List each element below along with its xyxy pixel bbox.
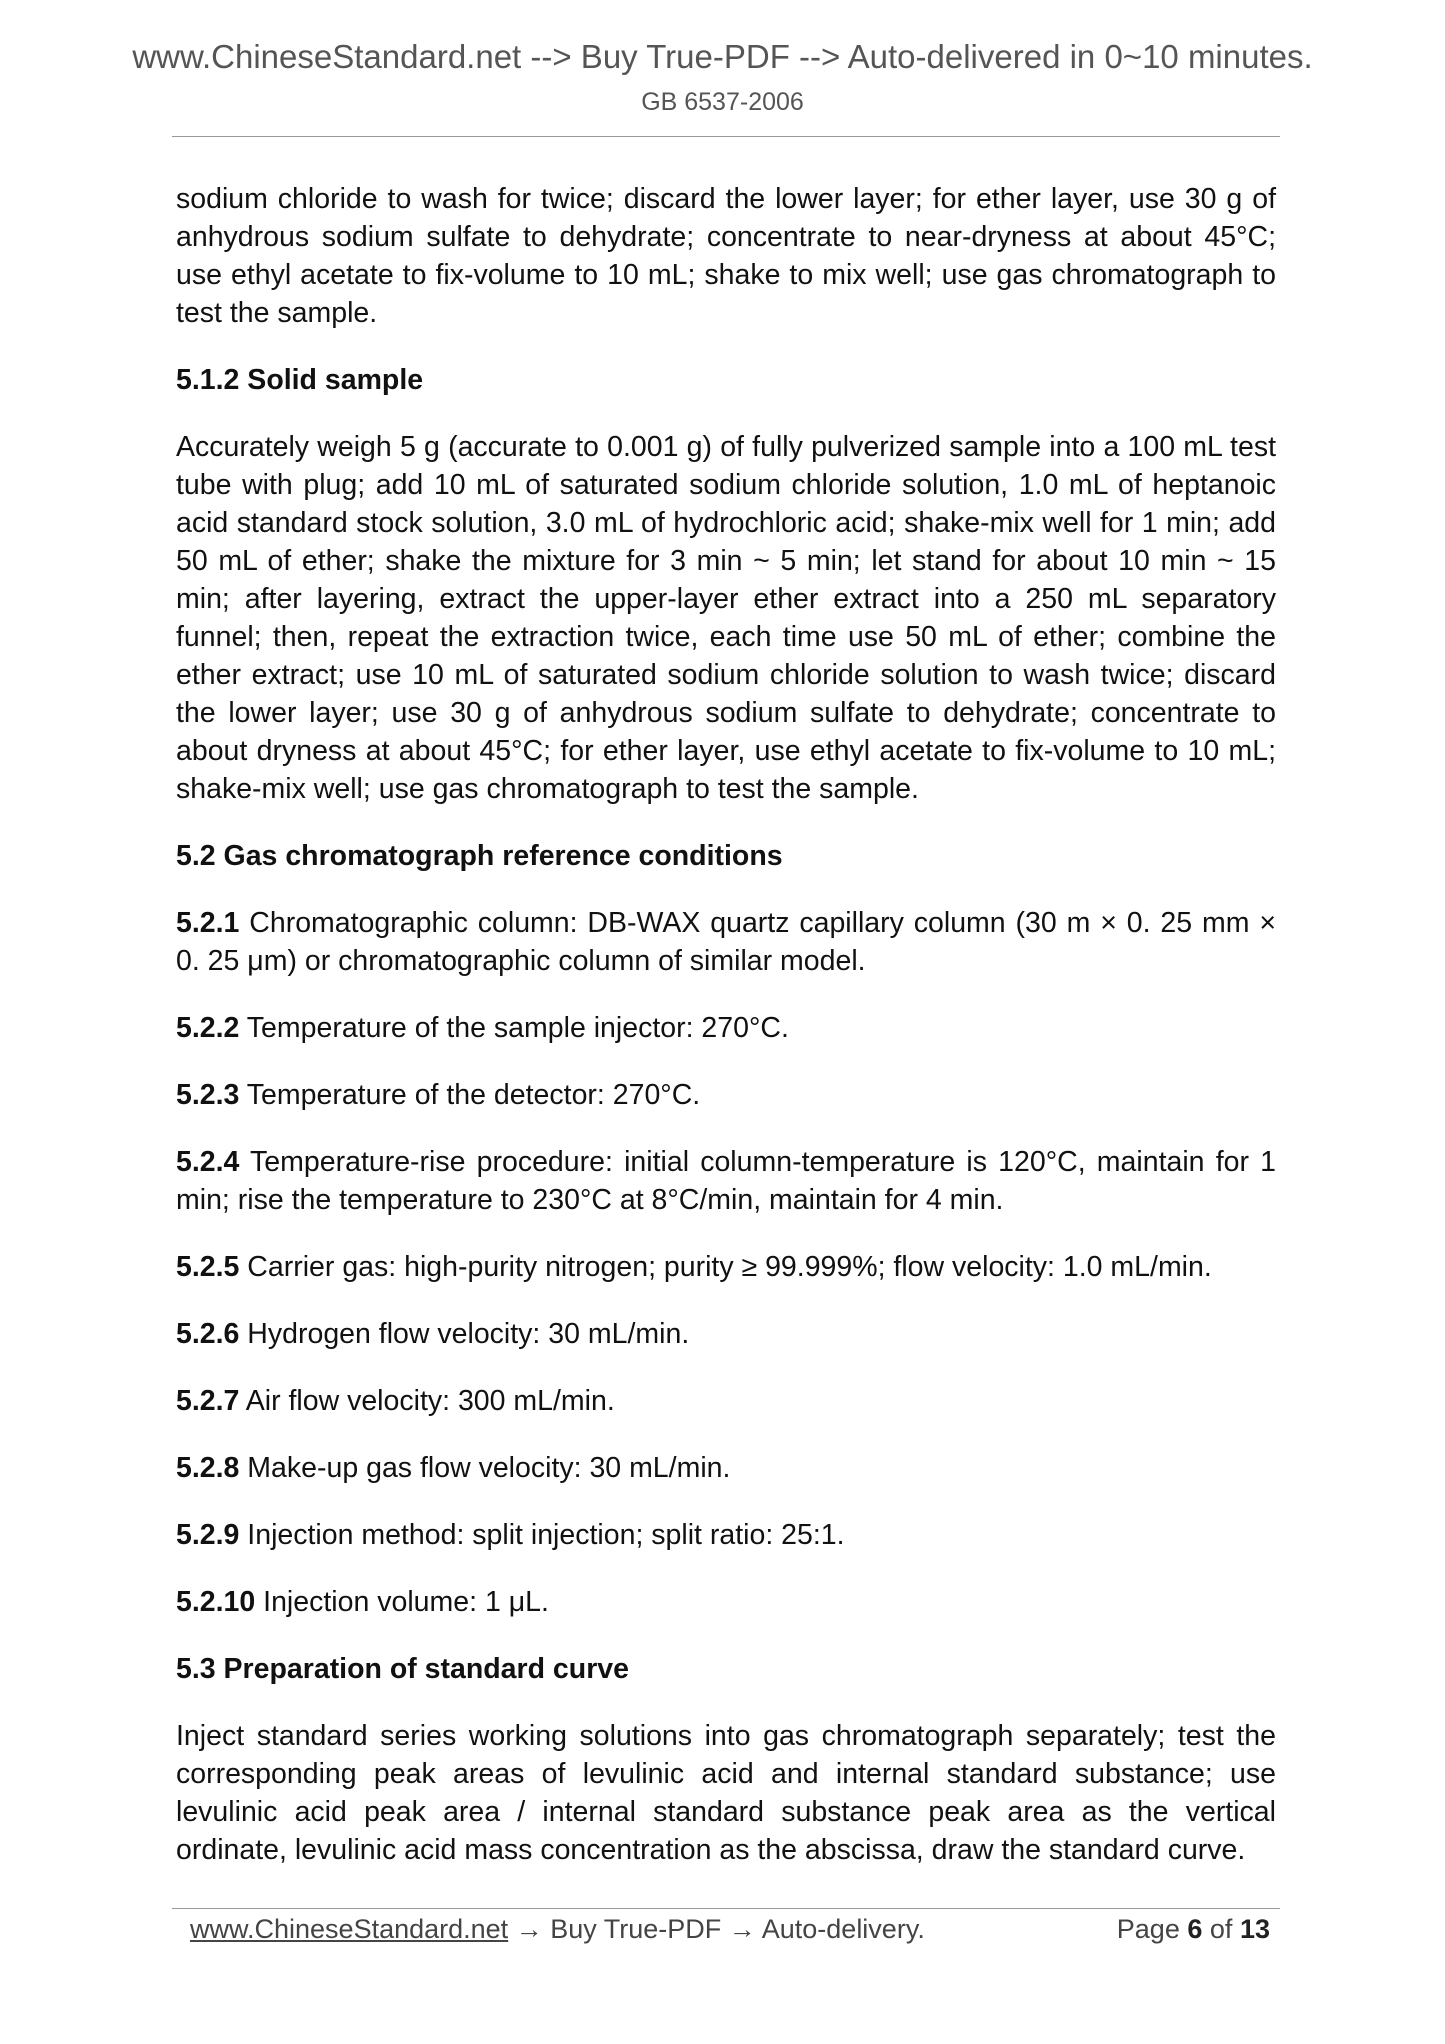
clause-text: Hydrogen flow velocity: 30 mL/min. <box>239 1318 690 1350</box>
clause-text: Temperature of the detector: 270°C. <box>239 1079 701 1111</box>
clause-number: 5.2.7 <box>176 1385 240 1417</box>
heading-5-3: 5.3 Preparation of standard curve <box>176 1653 629 1685</box>
clause-text: Make-up gas flow velocity: 30 mL/min. <box>239 1452 731 1484</box>
clause-5-2-1 <box>176 904 1276 980</box>
heading-5-2: 5.2 Gas chromatograph reference conditions <box>176 840 783 872</box>
clause-text: Air flow velocity: 300 mL/min. <box>239 1385 615 1417</box>
page-label: Page <box>1116 1914 1180 1944</box>
clause-number: 5.2.1 <box>176 907 240 939</box>
clause-5-2-10 <box>176 1583 1276 1621</box>
clause-number: 5.2.6 <box>176 1318 240 1350</box>
page-content <box>176 180 1276 1898</box>
clause-text: Chromatographic column: DB-WAX quartz capillary column (30 m × 0. 25 mm × 0. 25 μm) or chromatographic column of similar model. <box>176 907 1276 977</box>
page-total: 13 <box>1239 1914 1270 1944</box>
header-banner: www.ChineseStandard.net --> Buy True-PDF --> Auto-delivered in 0~10 minutes. <box>132 38 1313 75</box>
clause-text: Injection method: split injection; split ratio: 25:1. <box>239 1519 845 1551</box>
heading-5-1-2: 5.1.2 Solid sample <box>176 364 424 396</box>
page-indicator <box>1117 1914 1270 1945</box>
clause-5-2-2 <box>176 1009 1276 1047</box>
footer-delivery-text: → Buy True-PDF → Auto-delivery. <box>508 1914 925 1944</box>
paragraph-5-1-2: Accurately weigh 5 g (accurate to 0.001 g) of fully pulverized sample into a 100 mL test tube with plug; add 10 mL of saturated sodium chloride solution, 1.0 mL of heptanoic acid standard stock solution, 3.0 mL of hydrochloric acid; shake-mix well for 1 min; add 50 mL of ether; shake the mixture for 3 min ~ 5 min; let stand for about 10 min ~ 15 min; after layering, extract the upper-layer ether extract into a 250 mL separatory funnel; then, repeat the extraction twice, each time use 50 mL of ether; combine the ether extract; use 10 mL of saturated sodium chloride solution to wash twice; discard the lower layer; use 30 g of anhydrous sodium sulfate to dehydrate; concentrate to about dryness at about 45°C; for ether layer, use ethyl acetate to fix-volume to 10 mL; shake-mix well; use gas chromatograph to test the sample. <box>176 431 1276 805</box>
clause-number: 5.2.8 <box>176 1452 240 1484</box>
clause-5-2-8 <box>176 1449 1276 1487</box>
clause-5-2-3 <box>176 1076 1276 1114</box>
clause-text: Temperature of the sample injector: 270°C. <box>239 1012 789 1044</box>
clause-5-2-4 <box>176 1143 1276 1219</box>
clause-number: 5.2.10 <box>176 1586 256 1618</box>
clause-number: 5.2.4 <box>176 1146 240 1178</box>
footer-site-link[interactable]: www.ChineseStandard.net <box>190 1914 509 1944</box>
of-label: of <box>1209 1914 1233 1944</box>
clause-number: 5.2.9 <box>176 1519 240 1551</box>
clause-text: Carrier gas: high-purity nitrogen; purity ≥ 99.999%; flow velocity: 1.0 mL/min. <box>239 1251 1212 1283</box>
clause-5-2-5 <box>176 1248 1276 1286</box>
clause-text: Injection volume: 1 μL. <box>255 1586 549 1618</box>
clause-text: Temperature-rise procedure: initial column-temperature is 120°C, maintain for 1 min; rise the temperature to 230°C at 8°C/min, maintain for 4 min. <box>176 1146 1276 1216</box>
clause-number: 5.2.5 <box>176 1251 240 1283</box>
standard-number: GB 6537-2006 <box>641 88 804 116</box>
clause-5-2-7 <box>176 1382 1276 1420</box>
page-footer <box>190 1914 1270 1945</box>
clause-number: 5.2.2 <box>176 1012 240 1044</box>
clause-5-2-9 <box>176 1516 1276 1554</box>
page-number: 6 <box>1187 1914 1203 1944</box>
paragraph-5-3: Inject standard series working solutions into gas chromatograph separately; test the corresponding peak areas of levulinic acid and internal standard substance; use levulinic acid peak area / internal standard substance peak area as the vertical ordinate, levulinic acid mass concentration as the abscissa, draw the standard curve. <box>176 1720 1276 1866</box>
clause-number: 5.2.3 <box>176 1079 240 1111</box>
footer-divider <box>172 1908 1280 1909</box>
continued-paragraph: sodium chloride to wash for twice; discard the lower layer; for ether layer, use 30 g of anhydrous sodium sulfate to dehydrate; concentrate to near-dryness at about 45°C; use ethyl acetate to fix-volume to 10 mL; shake to mix well; use gas chromatograph to test the sample. <box>176 183 1276 329</box>
header-divider <box>172 136 1280 137</box>
clause-5-2-6 <box>176 1315 1276 1353</box>
